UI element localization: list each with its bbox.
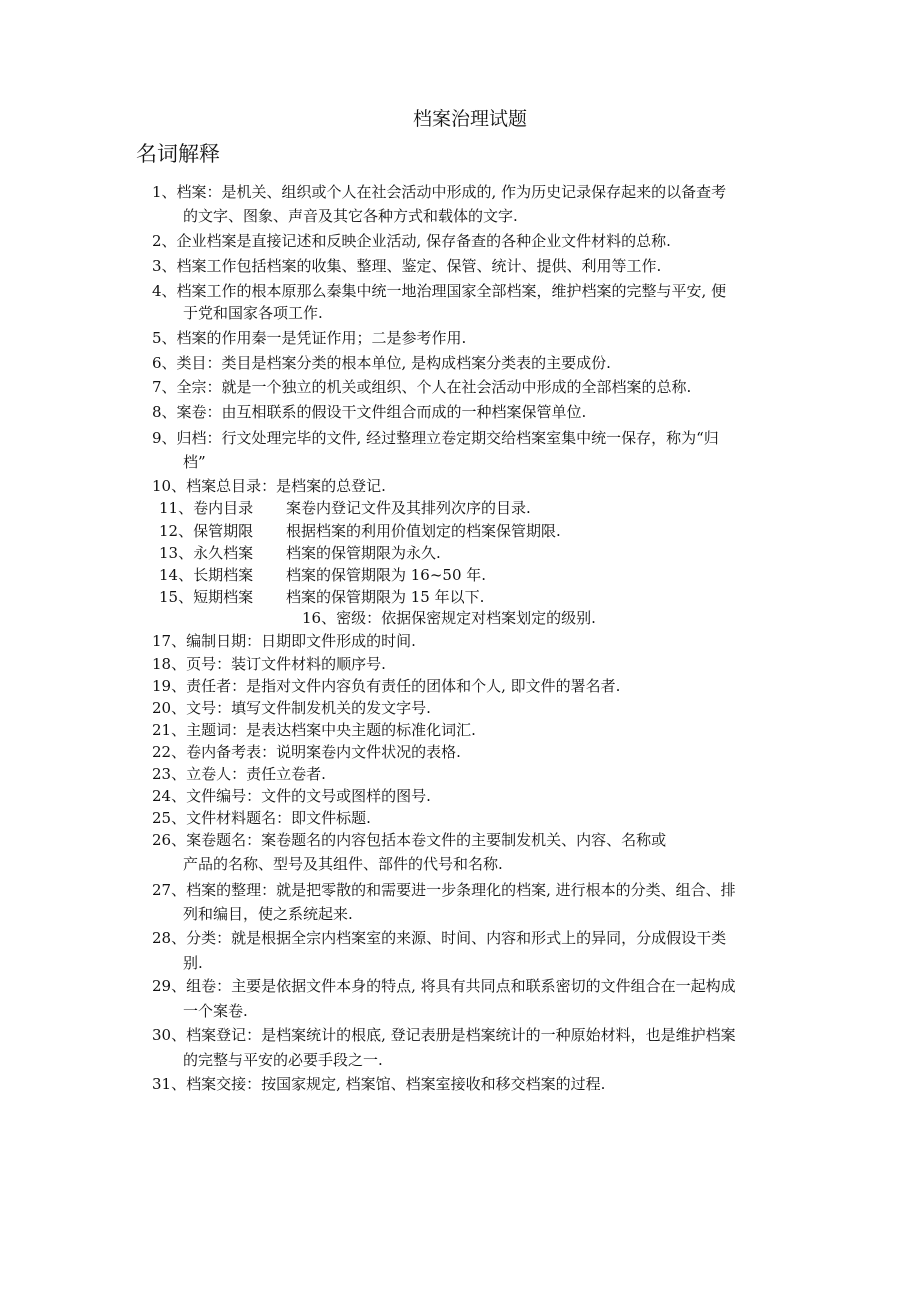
- entry-9-line-1: 9、归档：行文处理完毕的文件, 经过整理立卷定期交给档案室集中统一保存，称为“归: [152, 429, 719, 447]
- entry-19: 19、责任者：是指对文件内容负有责任的团体和个人, 即文件的署名者.: [152, 677, 621, 695]
- entry-13-term: 13、永久档案: [159, 544, 254, 562]
- entry-15-definition: 档案的保管期限为 15 年以下.: [286, 588, 485, 606]
- entry-17: 17、编制日期：日期即文件形成的时间.: [152, 632, 416, 650]
- entry-24: 24、文件编号：文件的文号或图样的图号.: [152, 787, 431, 805]
- entry-31: 31、档案交接：按国家规定, 档案馆、档案室接收和移交档案的过程.: [152, 1075, 606, 1093]
- entry-7: 7、全宗：就是一个独立的机关或组织、个人在社会活动中形成的全部档案的总称.: [152, 378, 692, 396]
- entry-27-line-1: 27、档案的整理：就是把零散的和需要进一步条理化的档案, 进行根本的分类、组合、排: [152, 881, 736, 899]
- entry-2: 2、企业档案是直接记述和反映企业活动, 保存备查的各种企业文件材料的总称.: [152, 232, 671, 250]
- entry-25: 25、文件材料题名：即文件标题.: [152, 809, 371, 827]
- entry-18: 18、页号：装订文件材料的顺序号.: [152, 655, 386, 673]
- section-heading: 名词解释: [136, 142, 220, 166]
- entry-14-definition: 档案的保管期限为 16~50 年.: [286, 566, 487, 584]
- entry-28-line-1: 28、分类：就是根据全宗内档案室的来源、时间、内容和形式上的异同，分成假设干类: [152, 929, 727, 947]
- entry-14-term: 14、长期档案: [159, 566, 254, 584]
- entry-3: 3、档案工作包括档案的收集、整理、鉴定、保管、统计、提供、利用等工作.: [152, 257, 662, 275]
- entry-27-line-2: 列和编目，使之系统起来.: [183, 905, 353, 923]
- entry-23: 23、立卷人：责任立卷者.: [152, 765, 326, 783]
- entry-11-term: 11、卷内目录: [159, 499, 254, 517]
- entry-26-line-2: 产品的名称、型号及其组件、部件的代号和名称.: [183, 855, 503, 873]
- entry-13: [159, 543, 441, 563]
- entry-4-line-2: 于党和国家各项工作.: [183, 304, 323, 322]
- entry-15: [159, 587, 485, 607]
- entry-8: 8、案卷：由互相联系的假设干文件组合而成的一种档案保管单位.: [152, 403, 587, 421]
- entry-11-definition: 案卷内登记文件及其排列次序的目录.: [286, 499, 531, 517]
- entry-28-line-2: 别.: [183, 954, 203, 972]
- entry-14: [159, 565, 487, 585]
- entry-1-line-2: 的文字、图象、声音及其它各种方式和载体的文字.: [183, 207, 518, 225]
- entry-5: 5、档案的作用秦一是凭证作用；二是参考作用.: [152, 329, 467, 347]
- entry-12-definition: 根据档案的利用价值划定的档案保管期限.: [286, 522, 561, 540]
- entry-29-line-2: 一个案卷.: [183, 1002, 248, 1020]
- entry-1-line-1: 1、档案：是机关、组织或个人在社会活动中形成的, 作为历史记录保存起来的以备查考: [152, 183, 727, 201]
- entry-30-line-2: 的完整与平安的必要手段之一.: [183, 1051, 383, 1069]
- entry-22: 22、卷内备考表：说明案卷内文件状况的表格.: [152, 743, 461, 761]
- entry-12: [159, 521, 561, 541]
- entry-30-line-1: 30、档案登记：是档案统计的根底, 登记表册是档案统计的一种原始材料，也是维护档案: [152, 1026, 736, 1044]
- document-title: 档案治理试题: [412, 108, 527, 130]
- entry-26-line-1: 26、案卷题名：案卷题名的内容包括本卷文件的主要制发机关、内容、名称或: [152, 831, 667, 849]
- entry-20: 20、文号：填写文件制发机关的发文字号.: [152, 699, 431, 717]
- entry-13-definition: 档案的保管期限为永久.: [286, 544, 441, 562]
- entry-4-line-1: 4、档案工作的根本原那么秦集中统一地治理国家全部档案，维护档案的完整与平安, 便: [152, 282, 727, 300]
- entry-16: 16、密级：依据保密规定对档案划定的级别.: [302, 609, 596, 627]
- entry-9-line-2: 档”: [183, 453, 206, 471]
- entry-12-term: 12、保管期限: [159, 522, 254, 540]
- entry-15-term: 15、短期档案: [159, 588, 254, 606]
- entry-11: [159, 498, 531, 518]
- entry-21: 21、主题词：是表达档案中央主题的标准化词汇.: [152, 721, 476, 739]
- entry-10: 10、档案总目录：是档案的总登记.: [152, 477, 386, 495]
- entry-6: 6、类目：类目是档案分类的根本单位, 是构成档案分类表的主要成份.: [152, 354, 611, 372]
- entry-29-line-1: 29、组卷：主要是依据文件本身的特点, 将具有共同点和联系密切的文件组合在一起构成: [152, 977, 736, 995]
